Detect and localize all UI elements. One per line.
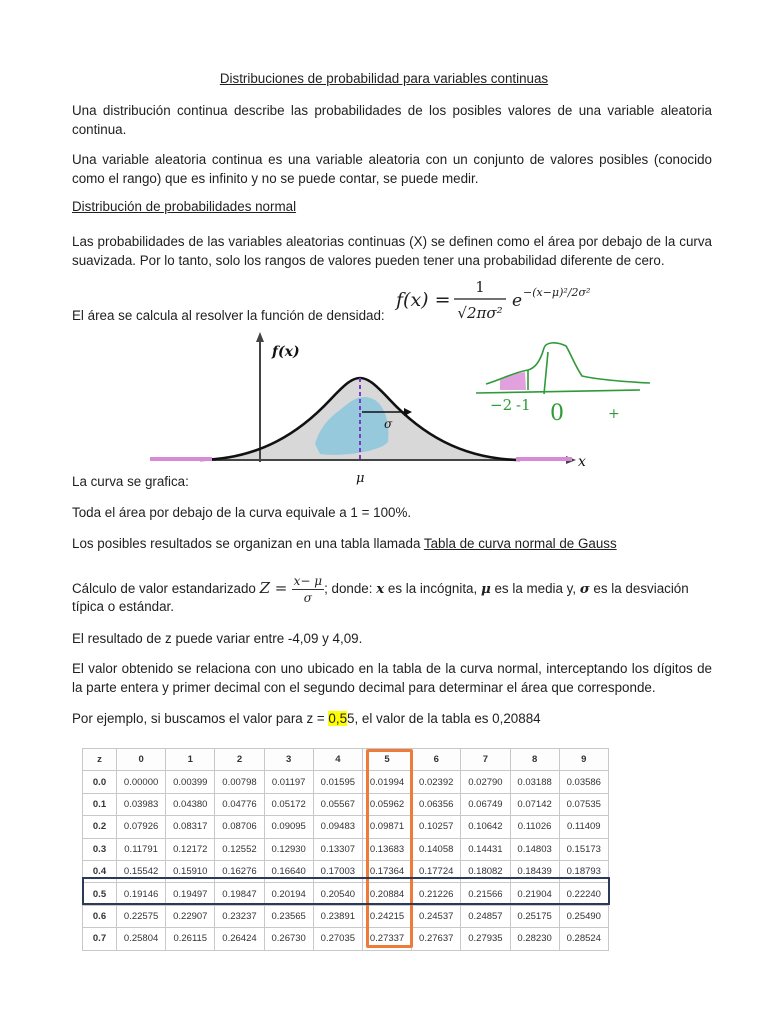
document-title: Distribuciones de probabilidad para variables continuas — [219, 71, 549, 86]
gauss-table-link[interactable]: Tabla de curva normal de Gauss — [423, 536, 617, 551]
z-table-cell: 0.11026 — [510, 816, 559, 838]
z-table-cell: 0.03983 — [117, 793, 166, 815]
z-table-cell: 0.08706 — [215, 816, 264, 838]
paragraph-curve: La curva se grafica: — [72, 474, 189, 489]
z-row-label: 0.1 — [83, 793, 117, 815]
z-row-label: 0.5 — [83, 883, 117, 905]
z-row-label: 0.3 — [83, 838, 117, 860]
paragraph-definition: Una distribución continua describe las probabilidades de los posibles valores de una variable aleatoria continua. — [72, 103, 712, 137]
row-highlight-box — [82, 877, 610, 905]
z-table-header-cell: 2 — [215, 749, 264, 771]
z-table-cell: 0.01595 — [313, 771, 362, 793]
example-result: 5, el valor de la tabla es 0,20884 — [347, 711, 541, 726]
z-table-cell: 0.01994 — [362, 771, 411, 793]
paragraph-probabilities: Las probabilidades de las variables aleatorias continuas (X) se definen como el área por debajo de la curva suavizada. Por lo tanto, solo los rangos de valores pueden tener una probabilidad diferente de cero. — [72, 234, 712, 268]
z-table-cell: 0.17003 — [313, 860, 362, 882]
z-row-label: 0.7 — [83, 928, 117, 950]
paragraph-total-area: Toda el área por debajo de la curva equivale a 1 = 100%. — [72, 505, 412, 520]
z-table-cell: 0.19146 — [117, 883, 166, 905]
z-table-cell: 0.17364 — [362, 860, 411, 882]
z-table-cell: 0.06356 — [412, 793, 461, 815]
z-table-cell: 0.02392 — [412, 771, 461, 793]
z-table-cell: 0.10257 — [412, 816, 461, 838]
mean-label: μ — [356, 471, 365, 486]
sketch-label-minus-one: -1 — [516, 396, 531, 414]
example-text: Por ejemplo, si buscamos el valor para z = — [72, 711, 329, 726]
column-highlight-box — [366, 749, 413, 948]
z-table-cell: 0.11409 — [559, 816, 608, 838]
z-row-label: 0.0 — [83, 771, 117, 793]
z-table-cell: 0.20540 — [313, 883, 362, 905]
z-table-cell: 0.20884 — [362, 883, 411, 905]
unknown-text: es la incógnita, — [384, 581, 481, 597]
z-table-cell: 0.04380 — [166, 793, 215, 815]
z-table-header-cell: 4 — [313, 749, 362, 771]
z-table-cell: 0.03188 — [510, 771, 559, 793]
z-table-cell: 0.23565 — [264, 905, 313, 927]
formula-numerator: 1 — [475, 278, 485, 296]
z-table-header-cell: 8 — [510, 749, 559, 771]
z-table-cell: 0.26424 — [215, 928, 264, 950]
z-table-cell: 0.16640 — [264, 860, 313, 882]
z-table-cell: 0.00798 — [215, 771, 264, 793]
z-table-cell: 0.02790 — [461, 771, 510, 793]
z-table-cell: 0.15910 — [166, 860, 215, 882]
z-table-cell: 0.05567 — [313, 793, 362, 815]
z-table-cell: 0.09095 — [264, 816, 313, 838]
paragraph-table-ref — [72, 534, 617, 553]
z-table-cell: 0.01197 — [264, 771, 313, 793]
z-table-cell: 0.04776 — [215, 793, 264, 815]
z-table-header-cell: 6 — [412, 749, 461, 771]
table-row — [83, 793, 609, 815]
table-row — [83, 771, 609, 793]
z-table-cell: 0.06749 — [461, 793, 510, 815]
mean-text: es la media y, — [490, 581, 580, 597]
z-table-header-cell: 1 — [166, 749, 215, 771]
z-table-cell: 0.28524 — [559, 928, 608, 950]
paragraph-example — [72, 709, 541, 728]
z-table-cell: 0.25804 — [117, 928, 166, 950]
table-row — [83, 816, 609, 838]
table-ref-text: Los posibles resultados se organizan en una tabla llamada — [72, 536, 424, 551]
highlighted-value: 0,5 — [328, 711, 348, 726]
z-table-cell: 0.10642 — [461, 816, 510, 838]
z-table-cell: 0.12930 — [264, 838, 313, 860]
z-table-cell: 0.19497 — [166, 883, 215, 905]
sketch-label-plus: + — [608, 406, 620, 422]
z-table-cell: 0.12172 — [166, 838, 215, 860]
z-table-header-cell: 9 — [559, 749, 608, 771]
z-table-cell: 0.27935 — [461, 928, 510, 950]
handwritten-sketch — [470, 338, 670, 428]
x-symbol: x — [376, 581, 385, 598]
z-table-cell: 0.23891 — [313, 905, 362, 927]
z-table-header-cell: z — [83, 749, 117, 771]
z-row-label: 0.6 — [83, 905, 117, 927]
z-table-cell: 0.05172 — [264, 793, 313, 815]
where-text: ; donde: — [324, 581, 377, 597]
z-table-cell: 0.21566 — [461, 883, 510, 905]
z-table-cell: 0.13307 — [313, 838, 362, 860]
z-table-cell: 0.14431 — [461, 838, 510, 860]
z-table-cell: 0.12552 — [215, 838, 264, 860]
z-table-header-cell: 0 — [117, 749, 166, 771]
z-table-cell: 0.17724 — [412, 860, 461, 882]
z-table-cell: 0.18082 — [461, 860, 510, 882]
sigma-symbol: σ — [579, 581, 590, 598]
z-numerator: x− μ — [293, 574, 323, 588]
z-table-cell: 0.24857 — [461, 905, 510, 927]
z-table-cell: 0.27035 — [313, 928, 362, 950]
z-table-cell: 0.24215 — [362, 905, 411, 927]
formula-denominator: √2πσ² — [457, 304, 503, 322]
y-axis-label: f(x) — [272, 344, 300, 360]
z-table-cell: 0.28230 — [510, 928, 559, 950]
z-table-cell: 0.11791 — [117, 838, 166, 860]
table-row — [83, 928, 609, 950]
sketch-label-zero: 0 — [550, 401, 564, 426]
z-row-label: 0.2 — [83, 816, 117, 838]
z-row-label: 0.4 — [83, 860, 117, 882]
z-table-cell: 0.27337 — [362, 928, 411, 950]
z-table-cell: 0.26730 — [264, 928, 313, 950]
deviation-text: es la desviación — [589, 581, 689, 597]
x-axis-label: x — [578, 454, 586, 470]
z-table-header-cell: 7 — [461, 749, 510, 771]
table-row — [83, 905, 609, 927]
z-table-cell: 0.13683 — [362, 838, 411, 860]
z-table-cell: 0.08317 — [166, 816, 215, 838]
z-table-cell: 0.14803 — [510, 838, 559, 860]
sigma-label: σ — [384, 417, 393, 431]
z-formula — [260, 573, 324, 606]
z-table-cell: 0.21226 — [412, 883, 461, 905]
formula-exponent: −(x−μ)²/2σ² — [523, 286, 591, 299]
z-table-cell: 0.07142 — [510, 793, 559, 815]
z-table-cell: 0.26115 — [166, 928, 215, 950]
z-table-header-cell: 3 — [264, 749, 313, 771]
paragraph-deviation-cont: típica o estándar. — [72, 599, 174, 614]
z-table-header-cell: 5 — [362, 749, 411, 771]
z-lhs: Z = — [259, 579, 288, 597]
z-table-cell: 0.15542 — [117, 860, 166, 882]
sketch-label-minus-two: −2 — [490, 396, 513, 414]
z-table-cell: 0.20194 — [264, 883, 313, 905]
z-table-cell: 0.25175 — [510, 905, 559, 927]
z-table-cell: 0.07535 — [559, 793, 608, 815]
z-table-cell: 0.00399 — [166, 771, 215, 793]
section-subtitle: Distribución de probabilidades normal — [72, 199, 297, 214]
z-table-cell: 0.18793 — [559, 860, 608, 882]
z-denominator: σ — [303, 591, 312, 605]
z-fraction — [292, 573, 324, 606]
z-table-cell: 0.19847 — [215, 883, 264, 905]
paragraph-table-usage: El valor obtenido se relaciona con uno ubicado en la tabla de la curva normal, interceptando los dígitos de la parte entera y primer decimal con el segundo decimal para determinar el área que corresponde. — [72, 661, 712, 695]
z-table-cell: 0.21904 — [510, 883, 559, 905]
mu-symbol: μ — [480, 581, 491, 598]
z-table-header — [83, 749, 609, 771]
z-table — [82, 748, 609, 951]
paragraph-z-range: El resultado de z puede variar entre -4,09 y 4,09. — [72, 631, 363, 646]
z-table-cell: 0.05962 — [362, 793, 411, 815]
z-table-cell: 0.27637 — [412, 928, 461, 950]
z-table-cell: 0.18439 — [510, 860, 559, 882]
z-table-cell: 0.15173 — [559, 838, 608, 860]
paragraph-density: El área se calcula al resolver la función de densidad: — [72, 308, 385, 323]
formula-lhs: f(x) = — [396, 289, 451, 311]
z-table-cell: 0.03586 — [559, 771, 608, 793]
z-table-cell: 0.07926 — [117, 816, 166, 838]
z-table-cell: 0.22240 — [559, 883, 608, 905]
z-table-cell: 0.16276 — [215, 860, 264, 882]
z-table-cell: 0.22575 — [117, 905, 166, 927]
z-table-cell: 0.23237 — [215, 905, 264, 927]
table-row — [83, 838, 609, 860]
z-table-cell: 0.09871 — [362, 816, 411, 838]
formula-e: e — [512, 291, 523, 311]
z-table-cell: 0.09483 — [313, 816, 362, 838]
paragraph-random-variable: Una variable aleatoria continua es una variable aleatoria con un conjunto de valores posibles (conocido como el rango) que es infinito y no se puede contar, se puede medir. — [72, 152, 712, 186]
z-table-cell: 0.14058 — [412, 838, 461, 860]
z-table-cell: 0.24537 — [412, 905, 461, 927]
z-table-cell: 0.22907 — [166, 905, 215, 927]
z-table-cell: 0.25490 — [559, 905, 608, 927]
z-table-cell: 0.00000 — [117, 771, 166, 793]
density-formula — [394, 274, 624, 326]
standardized-text: Cálculo de valor estandarizado — [72, 581, 260, 597]
